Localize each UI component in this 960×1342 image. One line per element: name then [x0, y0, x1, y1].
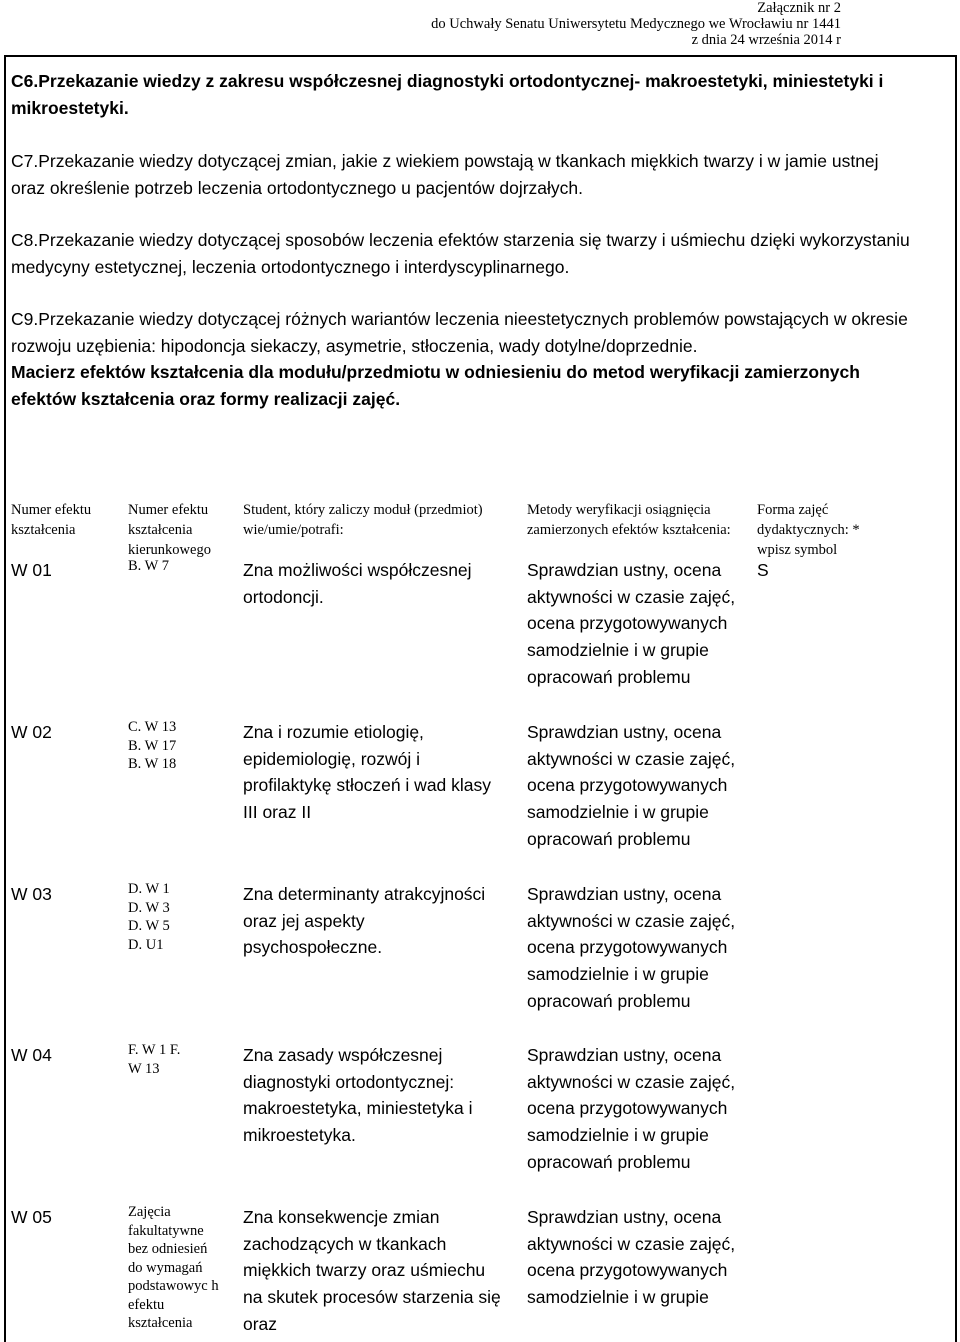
attachment-number: Załącznik nr 2 [757, 0, 841, 16]
effect-code: W 02 [11, 722, 52, 742]
course-goals [11, 68, 911, 412]
effect-code: W 04 [11, 1045, 52, 1065]
matrix-title: Macierz efektów kształcenia dla modułu/przedmiotu w odniesieniu do metod weryfikacji zamierzonych efektów kształcenia oraz formy realizacji zajęć. [11, 362, 860, 409]
document-header [431, 0, 840, 48]
effect-description: Zna i rozumie etiologię, epidemiologię, rozwój i profilaktykę stłoczeń i wad klasy III oraz II [243, 722, 492, 823]
header-verification-methods: Metody weryfikacji osiągnięcia zamierzonych efektów kształcenia: [527, 502, 731, 538]
verification-method: Sprawdzian ustny, ocena aktywności w czasie zajęć, ocena przygotowywanych samodzielnie i w grupie [527, 1207, 736, 1308]
header-direction-effect-number: Numer efektu kształcenia kierunkowego [128, 502, 211, 558]
direction-effect-refs: F. W 1 F. W 13 [128, 1042, 181, 1077]
direction-effect-refs: Zajęcia fakultatywne bez odniesień do wymagań podstawowyc h efektu kształcenia [128, 1204, 219, 1331]
verification-method: Sprawdzian ustny, ocena aktywności w czasie zajęć, ocena przygotowywanych samodzielnie i w grupie opracowań problemu [527, 722, 736, 849]
resolution-date: z dnia 24 września 2014 r [691, 32, 841, 48]
resolution-reference: do Uchwały Senatu Uniwersytetu Medycznego we Wrocławiu nr 1441 [431, 16, 841, 32]
effect-code: W 03 [11, 884, 52, 904]
goal-c9: C9.Przekazanie wiedzy dotyczącej różnych wariantów leczenia nieestetycznych problemów powstających w okresie rozwoju uzębienia: hipodoncja siekaczy, asymetrie, stłoczenia, wady dotylne/doprzednie. [11, 309, 908, 356]
verification-method: Sprawdzian ustny, ocena aktywności w czasie zajęć, ocena przygotowywanych samodzielnie i w grupie opracowań problemu [527, 560, 736, 687]
goal-c7: C7.Przekazanie wiedzy dotyczącej zmian, jakie z wiekiem powstają w tkankach miękkich twarzy i w jamie ustnej oraz określenie potrzeb leczenia ortodontycznego u pacjentów dojrzałych. [11, 151, 879, 198]
header-student-outcome: Student, który zaliczy moduł (przedmiot) wie/umie/potrafi: [243, 502, 483, 538]
effect-code: W 01 [11, 560, 52, 580]
effect-description: Zna determinanty atrakcyjności oraz jej aspekty psychospołeczne. [243, 884, 486, 958]
effect-description: Zna możliwości współczesnej ortodoncji. [243, 560, 472, 607]
direction-effect-refs: C. W 13 B. W 17 B. W 18 [128, 719, 177, 772]
effect-description: Zna konsekwencje zmian zachodzących w tkankach miękkich twarzy oraz uśmiechu na skutek procesów starzenia się oraz [243, 1207, 501, 1334]
goal-c8: C8.Przekazanie wiedzy dotyczącej sposobów leczenia efektów starzenia się twarzy i uśmiechu dzięki wykorzystaniu medycyny estetycznej, leczenia ortodontycznego i interdyscyplinarnego. [11, 230, 910, 277]
class-form-symbol: S [757, 560, 769, 580]
goal-c6: C6.Przekazanie wiedzy z zakresu współczesnej diagnostyki ortodontycznej- makroestetyki, miniestetyki i mikroestetyki. [11, 71, 884, 118]
effect-code: W 05 [11, 1207, 52, 1227]
verification-method: Sprawdzian ustny, ocena aktywności w czasie zajęć, ocena przygotowywanych samodzielnie i w grupie opracowań problemu [527, 884, 736, 1011]
direction-effect-refs: D. W 1 D. W 3 D. W 5 D. U1 [128, 881, 170, 953]
header-effect-number: Numer efektu kształcenia [11, 502, 92, 538]
header-class-form: Forma zajęć dydaktycznych: * wpisz symbol [757, 502, 860, 558]
verification-method: Sprawdzian ustny, ocena aktywności w czasie zajęć, ocena przygotowywanych samodzielnie i w grupie opracowań problemu [527, 1045, 736, 1172]
direction-effect-refs: B. W 7 [128, 558, 169, 574]
effect-description: Zna zasady współczesnej diagnostyki ortodontycznej: makroestetyka, miniestetyka i mikroestetyka. [243, 1045, 473, 1146]
